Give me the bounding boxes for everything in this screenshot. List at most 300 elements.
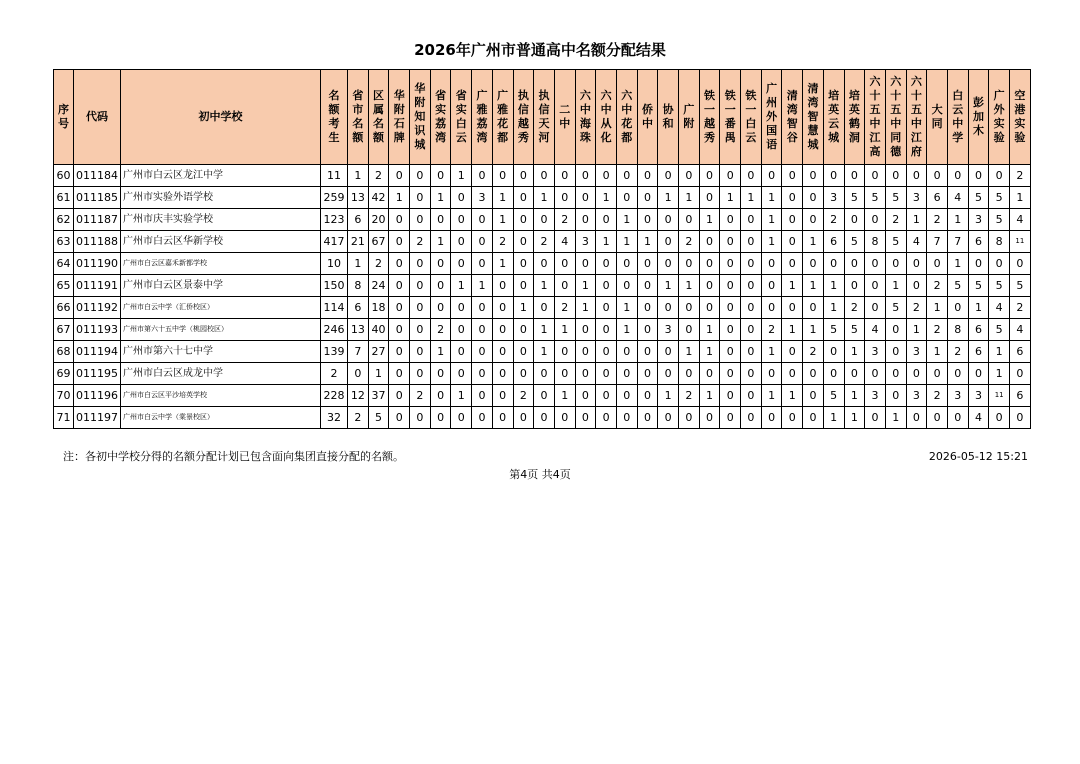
column-header-char: 化	[600, 131, 612, 144]
value-cell: 0	[389, 275, 410, 297]
value-cell: 1	[885, 275, 906, 297]
value-cell: 0	[513, 341, 534, 363]
value-cell: 123	[321, 209, 348, 231]
value-cell: 0	[658, 231, 679, 253]
value-cell: 2	[1010, 165, 1031, 187]
column-header-char: 中	[621, 103, 633, 116]
print-timestamp: 2026-05-12 15:21	[928, 450, 1028, 463]
value-cell: 0	[968, 165, 989, 187]
value-cell: 0	[513, 209, 534, 231]
value-cell: 0	[679, 407, 700, 429]
value-cell: 6	[348, 297, 369, 319]
value-cell: 0	[803, 363, 824, 385]
column-header-char: 实	[993, 117, 1005, 130]
value-cell: 2	[947, 341, 968, 363]
column-header-char: 海	[579, 117, 591, 130]
column-header-char: 洞	[848, 131, 860, 144]
value-cell: 1	[823, 275, 844, 297]
value-cell: 0	[699, 231, 720, 253]
column-header-char: 花	[621, 117, 633, 130]
value-cell: 0	[430, 165, 451, 187]
column-header-char: 考	[328, 117, 340, 130]
value-cell: 2	[554, 209, 575, 231]
column-header-char: 彭	[972, 96, 984, 109]
column-header-char: 荔	[435, 117, 447, 130]
column-header-char: 铁	[724, 89, 736, 102]
value-cell: 0	[1010, 407, 1031, 429]
value-cell: 0	[596, 275, 617, 297]
value-cell: 0	[534, 297, 555, 319]
value-cell: 0	[844, 253, 865, 275]
value-cell: 5	[1010, 275, 1031, 297]
column-header-char: 识	[414, 124, 426, 137]
column-header-char: 实	[1014, 117, 1026, 130]
value-cell: 0	[906, 165, 927, 187]
value-cell: 0	[492, 363, 513, 385]
value-cell: 0	[472, 297, 493, 319]
column-header-char: 中	[641, 117, 653, 130]
seq-cell: 69	[54, 363, 74, 385]
value-cell: 2	[679, 231, 700, 253]
value-cell: 0	[782, 187, 803, 209]
value-cell: 0	[472, 385, 493, 407]
column-header	[989, 70, 1010, 165]
value-cell: 0	[492, 385, 513, 407]
value-cell: 0	[637, 341, 658, 363]
value-cell: 8	[947, 319, 968, 341]
value-cell: 0	[989, 165, 1010, 187]
value-cell: 0	[637, 385, 658, 407]
value-cell: 0	[410, 407, 431, 429]
column-header	[368, 70, 389, 165]
value-cell: 2	[410, 231, 431, 253]
column-header-char: 铁	[745, 89, 757, 102]
value-cell: 0	[637, 165, 658, 187]
seq-cell: 66	[54, 297, 74, 319]
value-cell: 0	[492, 319, 513, 341]
value-cell: 3	[906, 187, 927, 209]
value-cell: 0	[513, 275, 534, 297]
column-header-char: 实	[455, 103, 467, 116]
column-header	[637, 70, 658, 165]
value-cell: 0	[492, 341, 513, 363]
column-header-char: 市	[352, 103, 364, 116]
column-header	[348, 70, 369, 165]
code-cell: 011185	[74, 187, 121, 209]
value-cell: 0	[1010, 253, 1031, 275]
value-cell: 4	[865, 319, 886, 341]
value-cell: 0	[803, 209, 824, 231]
value-cell: 3	[575, 231, 596, 253]
value-cell: 0	[554, 275, 575, 297]
column-header-char: 中	[869, 117, 881, 130]
value-cell: 1	[782, 319, 803, 341]
value-cell: 0	[720, 231, 741, 253]
column-header-char: 附	[414, 96, 426, 109]
value-cell: 0	[554, 187, 575, 209]
value-cell: 1	[989, 363, 1010, 385]
value-cell: 0	[782, 297, 803, 319]
seq-cell: 62	[54, 209, 74, 231]
value-cell: 0	[679, 253, 700, 275]
column-header-char: 附	[683, 117, 695, 130]
column-header	[885, 70, 906, 165]
value-cell: 0	[720, 165, 741, 187]
column-header-char: 号	[58, 117, 69, 130]
column-header-char: 生	[328, 131, 340, 144]
column-header-char: 五	[869, 103, 881, 116]
column-header-char: 智	[786, 117, 798, 130]
column-header	[513, 70, 534, 165]
table-row	[54, 319, 1031, 341]
value-cell: 2	[492, 231, 513, 253]
column-header-char: 湾	[435, 131, 447, 144]
value-cell: 0	[389, 385, 410, 407]
value-cell: 1	[575, 275, 596, 297]
column-header-char: 额	[352, 131, 364, 144]
code-cell: 011184	[74, 165, 121, 187]
code-cell: 011197	[74, 407, 121, 429]
seq-cell: 71	[54, 407, 74, 429]
school-cell: 广州市白云中学（汇侨校区）	[121, 297, 321, 319]
value-cell: 0	[658, 165, 679, 187]
value-cell: 1	[699, 341, 720, 363]
value-cell: 0	[554, 363, 575, 385]
value-cell: 6	[348, 209, 369, 231]
column-header-char: 秀	[517, 131, 529, 144]
value-cell: 0	[554, 407, 575, 429]
column-header-char: 验	[1014, 131, 1026, 144]
value-cell: 417	[321, 231, 348, 253]
value-cell: 5	[989, 275, 1010, 297]
value-cell: 12	[348, 385, 369, 407]
column-header	[844, 70, 865, 165]
value-cell: 5	[844, 319, 865, 341]
value-cell: 0	[596, 341, 617, 363]
value-cell: 5	[865, 187, 886, 209]
value-cell: 0	[513, 187, 534, 209]
value-cell: 0	[492, 407, 513, 429]
value-cell: 0	[575, 209, 596, 231]
value-cell: 4	[906, 231, 927, 253]
column-header-char: 额	[373, 131, 385, 144]
value-cell: 0	[741, 253, 762, 275]
value-cell: 0	[389, 407, 410, 429]
value-cell: 1	[699, 385, 720, 407]
value-cell: 1	[844, 385, 865, 407]
value-cell: 0	[720, 253, 741, 275]
column-header-char: 空	[1014, 89, 1026, 102]
value-cell: 1	[989, 341, 1010, 363]
value-cell: 3	[906, 385, 927, 407]
value-cell: 0	[410, 319, 431, 341]
column-header-char: 天	[538, 117, 550, 130]
school-cell: 广州市白云区景泰中学	[121, 275, 321, 297]
value-cell: 2	[803, 341, 824, 363]
school-cell: 广州市白云区成龙中学	[121, 363, 321, 385]
value-cell: 1	[616, 231, 637, 253]
value-cell: 0	[389, 209, 410, 231]
column-header-char: 越	[704, 117, 716, 130]
value-cell: 20	[368, 209, 389, 231]
column-header-char: 州	[766, 96, 778, 109]
value-cell: 6	[1010, 385, 1031, 407]
value-cell: 0	[885, 165, 906, 187]
column-header-char: 六	[869, 75, 881, 88]
value-cell: 0	[492, 297, 513, 319]
code-cell: 011193	[74, 319, 121, 341]
value-cell: 1	[761, 187, 782, 209]
value-cell: 0	[927, 363, 948, 385]
code-cell: 011196	[74, 385, 121, 407]
column-header-char: 中	[579, 103, 591, 116]
column-header-char: 培	[828, 89, 840, 102]
school-cell: 广州市庆丰实验学校	[121, 209, 321, 231]
value-cell: 0	[679, 319, 700, 341]
column-header-char: 木	[972, 124, 984, 137]
table-row	[54, 275, 1031, 297]
value-cell: 0	[947, 407, 968, 429]
value-cell: 0	[430, 407, 451, 429]
value-cell: 5	[885, 187, 906, 209]
school-cell: 广州市白云区华新学校	[121, 231, 321, 253]
value-cell: 1	[430, 341, 451, 363]
value-cell: 0	[596, 253, 617, 275]
value-cell: 0	[575, 253, 596, 275]
column-header	[575, 70, 596, 165]
value-cell: 1	[1010, 187, 1031, 209]
column-header-char: 名	[352, 117, 364, 130]
column-header-char: 云	[828, 117, 840, 130]
column-header-char: 慧	[807, 124, 819, 137]
value-cell: 0	[803, 297, 824, 319]
value-cell: 0	[554, 165, 575, 187]
value-cell: 1	[947, 209, 968, 231]
code-cell: 011192	[74, 297, 121, 319]
value-cell: 0	[658, 407, 679, 429]
value-cell: 0	[410, 341, 431, 363]
value-cell: 0	[720, 407, 741, 429]
seq-cell: 68	[54, 341, 74, 363]
value-cell: 0	[741, 209, 762, 231]
value-cell: 0	[761, 297, 782, 319]
value-cell: 1	[679, 341, 700, 363]
value-cell: 0	[658, 363, 679, 385]
value-cell: 0	[575, 165, 596, 187]
value-cell: 1	[658, 187, 679, 209]
value-cell: 1	[782, 275, 803, 297]
value-cell: 5	[989, 187, 1010, 209]
value-cell: 0	[885, 253, 906, 275]
column-header-char: 外	[993, 103, 1005, 116]
seq-cell: 67	[54, 319, 74, 341]
column-header	[947, 70, 968, 165]
value-cell: 0	[658, 341, 679, 363]
column-header	[699, 70, 720, 165]
value-cell: 0	[968, 253, 989, 275]
column-header-char: 都	[621, 131, 633, 144]
value-cell: 0	[389, 297, 410, 319]
seq-cell: 60	[54, 165, 74, 187]
column-header-char: 城	[828, 131, 840, 144]
value-cell: 0	[782, 231, 803, 253]
value-cell: 1	[492, 253, 513, 275]
value-cell: 0	[472, 407, 493, 429]
value-cell: 0	[679, 363, 700, 385]
value-cell: 21	[348, 231, 369, 253]
value-cell: 0	[761, 407, 782, 429]
value-cell: 3	[658, 319, 679, 341]
value-cell: 0	[451, 253, 472, 275]
column-header-char: 白	[952, 89, 964, 102]
school-cell: 广州市第六十七中学	[121, 341, 321, 363]
value-cell: 0	[389, 231, 410, 253]
value-cell: 1	[803, 275, 824, 297]
value-cell: 1	[823, 407, 844, 429]
column-header	[865, 70, 886, 165]
value-cell: 0	[513, 319, 534, 341]
value-cell: 0	[451, 407, 472, 429]
column-header-char: 番	[724, 117, 736, 130]
column-header-char: 都	[497, 131, 509, 144]
value-cell: 0	[906, 275, 927, 297]
column-header-char: 智	[807, 110, 819, 123]
column-header-char: 白	[745, 117, 757, 130]
value-cell: 0	[430, 275, 451, 297]
column-header	[803, 70, 824, 165]
column-header-char: 实	[435, 103, 447, 116]
column-header	[534, 70, 555, 165]
value-cell: 0	[947, 297, 968, 319]
value-cell: 5	[885, 231, 906, 253]
value-cell: 0	[658, 253, 679, 275]
column-header-char: 湾	[807, 96, 819, 109]
value-cell: 3	[823, 187, 844, 209]
value-cell: 0	[451, 209, 472, 231]
value-cell: 0	[927, 165, 948, 187]
value-cell: 0	[782, 253, 803, 275]
column-header-char: 六	[621, 89, 633, 102]
value-cell: 2	[513, 385, 534, 407]
value-cell: 0	[637, 275, 658, 297]
value-cell: 1	[492, 209, 513, 231]
column-header	[321, 70, 348, 165]
value-cell: 0	[534, 209, 555, 231]
value-cell: 0	[782, 165, 803, 187]
column-header-char: 同	[890, 131, 902, 144]
value-cell: 0	[637, 297, 658, 319]
value-cell: 0	[844, 209, 865, 231]
column-header-char: 云	[952, 103, 964, 116]
value-cell: 0	[472, 341, 493, 363]
code-cell: 011188	[74, 231, 121, 253]
value-cell: 0	[782, 363, 803, 385]
value-cell: 2	[761, 319, 782, 341]
column-header-char: 序	[58, 103, 69, 116]
column-header-char: 港	[1014, 103, 1026, 116]
column-header-char: 城	[807, 138, 819, 151]
value-cell: 1	[658, 385, 679, 407]
column-header	[616, 70, 637, 165]
value-cell: 1	[782, 385, 803, 407]
table-row	[54, 297, 1031, 319]
value-cell: 5	[989, 209, 1010, 231]
column-header-char: 广	[683, 103, 695, 116]
value-cell: 1	[554, 319, 575, 341]
value-cell: 0	[823, 253, 844, 275]
value-cell: 0	[803, 165, 824, 187]
column-header-char: 广	[476, 89, 488, 102]
value-cell: 0	[865, 297, 886, 319]
column-header	[492, 70, 513, 165]
value-cell: 0	[575, 363, 596, 385]
column-header-char: 雅	[497, 103, 509, 116]
column-header-char: 高	[869, 145, 881, 158]
column-header	[596, 70, 617, 165]
value-cell: 7	[348, 341, 369, 363]
table-row	[54, 385, 1031, 407]
value-cell: 0	[430, 385, 451, 407]
value-cell: 0	[782, 209, 803, 231]
value-cell: 0	[575, 319, 596, 341]
value-cell: 0	[865, 275, 886, 297]
value-cell: 0	[451, 363, 472, 385]
value-cell: 0	[906, 407, 927, 429]
value-cell: 2	[430, 319, 451, 341]
value-cell: 0	[927, 407, 948, 429]
value-cell: 1	[348, 253, 369, 275]
value-cell: 0	[534, 407, 555, 429]
value-cell: 0	[410, 363, 431, 385]
value-cell: 0	[741, 385, 762, 407]
value-cell: 27	[368, 341, 389, 363]
value-cell: 0	[492, 165, 513, 187]
value-cell: 5	[989, 319, 1010, 341]
value-cell: 0	[616, 385, 637, 407]
column-header	[679, 70, 700, 165]
value-cell: 0	[596, 363, 617, 385]
column-header-char: 城	[414, 138, 426, 151]
value-cell: 0	[906, 253, 927, 275]
value-cell: 0	[596, 385, 617, 407]
code-cell: 011190	[74, 253, 121, 275]
value-cell: 0	[389, 363, 410, 385]
value-cell: 1	[720, 187, 741, 209]
value-cell: 1	[368, 363, 389, 385]
value-cell: 1	[389, 187, 410, 209]
value-cell: 5	[947, 275, 968, 297]
value-cell: 1	[679, 275, 700, 297]
column-header-char: 名	[373, 117, 385, 130]
value-cell: 0	[844, 165, 865, 187]
value-cell: 0	[699, 253, 720, 275]
value-cell: 0	[803, 187, 824, 209]
column-header-char: 清	[807, 82, 819, 95]
value-cell: 0	[596, 165, 617, 187]
value-cell: 0	[741, 231, 762, 253]
value-cell: 0	[803, 407, 824, 429]
column-header-char: 执	[538, 89, 550, 102]
column-header	[54, 70, 74, 165]
value-cell: 0	[761, 253, 782, 275]
value-cell: 0	[472, 231, 493, 253]
value-cell: 0	[741, 297, 762, 319]
value-cell: 6	[968, 341, 989, 363]
value-cell: 1	[761, 231, 782, 253]
value-cell: 0	[699, 407, 720, 429]
value-cell: 2	[927, 319, 948, 341]
value-cell: 4	[1010, 319, 1031, 341]
